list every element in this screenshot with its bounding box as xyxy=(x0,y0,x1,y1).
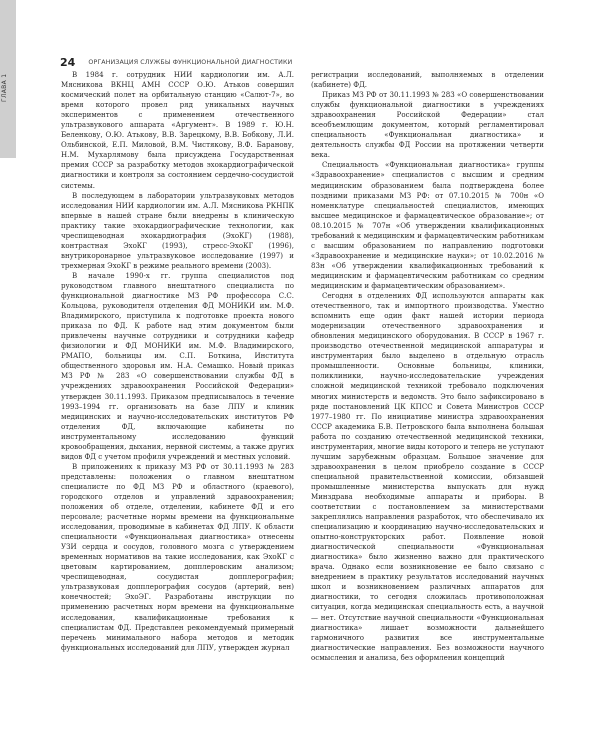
chapter-side-tab-label: ГЛАВА 1 xyxy=(1,73,8,103)
page-number: 24 xyxy=(60,56,76,69)
paragraph: В начале 1990-х гг. группа специалистов под руководством главного внештатного специалиста по функциональной диагностике МЗ РФ профессора С.С. Кольцова, руководителя отделения ФД МОНИКИ им. М.Ф. Владимирского, приступила к подготовке проекта нового приказа по ФД. К работе над этим документом были привлечены научные сотрудники и сотрудники кафедр физиологии и ФД МОНИКИ им. М.Ф. Владимирского, РМАПО, больницы им. С.П. Боткина, Института общественного здоровья им. Н.А. Семашко. Новый приказ МЗ РФ № 283 «О совершенствовании службы ФД в учреждениях здравоохранения Российской Федерации» утвержден 30.11.1993. Приказом предписывалось в течение 1993–1994 гг. организовать на базе ЛПУ и клиник медицинских и научно-исследовательских институтов РФ отделения ФД, включающие кабинеты по инструментальному исследованию функций кровообращения, дыхания, нервной системы, а также других видов ФД с учетом профиля учреждений и местных условий. xyxy=(61,270,294,461)
running-title: ОРГАНИЗАЦИЯ СЛУЖБЫ ФУНКЦИОНАЛЬНОЙ ДИАГНОСТИКИ xyxy=(88,59,293,66)
paragraph: Приказ МЗ РФ от 30.11.1993 № 283 «О совершенствовании службы функциональной диагностики в учреждениях здравоохранения Российской Федерации» стал всеобъемлющим документом, который регламентировал специальность «Функциональная диагностика» и деятельность службы ФД России на протяжении четверти века. xyxy=(311,90,544,160)
right-text-column xyxy=(311,70,544,746)
paragraph: Специальность «Функциональная диагностика» группы «Здравоохранение» специалистов с высшим и средним медицинским образованием была подтверждена более поздними приказами МЗ РФ: от 07.10.2015 № 700н «О номенклатуре специальностей специалистов, имеющих высшее медицинское и фармацевтическое образование»; от 08.10.2015 № 707н «Об утверждении квалификационных требований к медицинским и фармацевтическим работникам с высшим образованием по направлению подготовки «Здравоохранение и медицинские науки»; от 10.02.2016 № 83н «Об утверждении квалификационных требований к медицинским и фармацевтическим работникам со средним медицинским и фармацевтическим образованием». xyxy=(311,160,544,290)
paragraph: В приложениях к приказу МЗ РФ от 30.11.1993 № 283 представлены: положения о главном внештатном специалисте по ФД МЗ РФ и областного (краевого), городского отделов и управлений здравоохранения; положения об отделе, отделении, кабинете ФД и его персонале; расчетные нормы времени на функциональные исследования, проводимые в кабинетах ФД ЛПУ. К области специальности «Функциональная диагностика» отнесены УЗИ сердца и сосудов, головного мозга с утверждением временных нормативов на такие исследования, как ЭхоКГ с цветовым картированием, допплеровским анализом; чреспищеводная, сосудистая допплерография; ультразвуковая допплерография сосудов (артерий, вен) конечностей; ЭхоЭГ. Разработаны инструкции по применению расчетных норм времени на функциональные исследования, квалификационные требования к специалистам ФД. Представлен рекомендуемый примерный перечень минимального набора методов и методик функциональных исследований для ЛПУ, утвержден журнал xyxy=(61,461,294,652)
page-header xyxy=(60,51,560,69)
paragraph: В 1984 г. сотрудник НИИ кардиологии им. А.Л. Мясникова ВКНЦ АМН СССР О.Ю. Атьков совершил космический полет на орбитальную станцию «Салют-7», во время которого провел ряд уникальных научных экспериментов с применением отечественного ультразвукового аппарата «Аргумент». В 1989 г. Ю.Н. Беленкову, О.Ю. Атькову, В.В. Зарецкому, В.В. Бобкову, Л.И. Ольбинской, Е.П. Миловой, В.М. Чистякову, В.Ф. Баранову, Н.М. Мухарлямову была присуждена Государственная премия СССР за разработку методов эхокардиографической диагностики и контроля за состоянием сердечно-сосудистой системы. xyxy=(61,70,294,190)
chapter-side-tab xyxy=(0,0,16,158)
left-text-column xyxy=(61,70,294,746)
paragraph-continued: регистрации исследований, выполняемых в отделении (кабинете) ФД. xyxy=(311,70,544,90)
paragraph: Сегодня в отделениях ФД используются аппараты как отечественного, так и импортного производства. Уместно вспомнить еще один факт нашей истории периода модернизации отечественного здравоохранения и обновления медицинского оборудования. В СССР в 1967 г. производство отечественной медицинской аппаратуры и инструментария было выделено в отдельную отрасль промышленности. Основные больницы, клиники, поликлиники, научно-исследовательские учреждения сложной медицинской техникой требовало подключения многих министерств и ведомств. Это было зафиксировано в ряде постановлений ЦК КПСС и Совета Министров СССР 1977–1980 гг. По инициативе министра здравоохранения СССР академика Б.В. Петровского была выполнена большая работа по созданию отечественной медицинской техники, инструментария, многие виды которого и теперь не уступают лучшим зарубежным образцам. Большое значение для здравоохранения в целом приобрело создание в СССР специальной правительственной комиссии, обязавшей промышленные министерства выпускать для нужд Минздрава необходимые аппараты и приборы. В соответствии с постановлением за министерствами закреплялись направления разработок, что обеспечивало их специализацию и координацию научно-исследовательских и опытно-конструкторских работ. Появление новой диагностической специальности «Функциональная диагностика» было жизненно важно для практического врача. Однако если возникновение ее было связано с внедрением в практику результатов исследований научных школ и возникновением различных аппаратов для диагностики, то сегодня сложилась противоположная ситуация, когда медицинская специальность есть, а научной — нет. Отсутствие научной специальности «Функциональная диагностика» лишает возможности дальнейшего гармоничного развития все инструментальные диагностические направления. Без возможности научного осмысления и анализа, без оформления концепций xyxy=(311,291,544,662)
paragraph: В последующем в лаборатории ультразвуковых методов исследования НИИ кардиологии им. А.Л. Мясникова РКНПК впервые в нашей стране были внедрены в клиническую практику такие эхокардиографические технологии, как чреспищеводная эхокардиография (ЭхоКГ) (1988), контрастная ЭхоКГ (1993), стресс-ЭхоКГ (1996), внутрикоронарное ультразвуковое исследование (1997) и трехмерная ЭхоКГ в режиме реального времени (2003). xyxy=(61,190,294,270)
